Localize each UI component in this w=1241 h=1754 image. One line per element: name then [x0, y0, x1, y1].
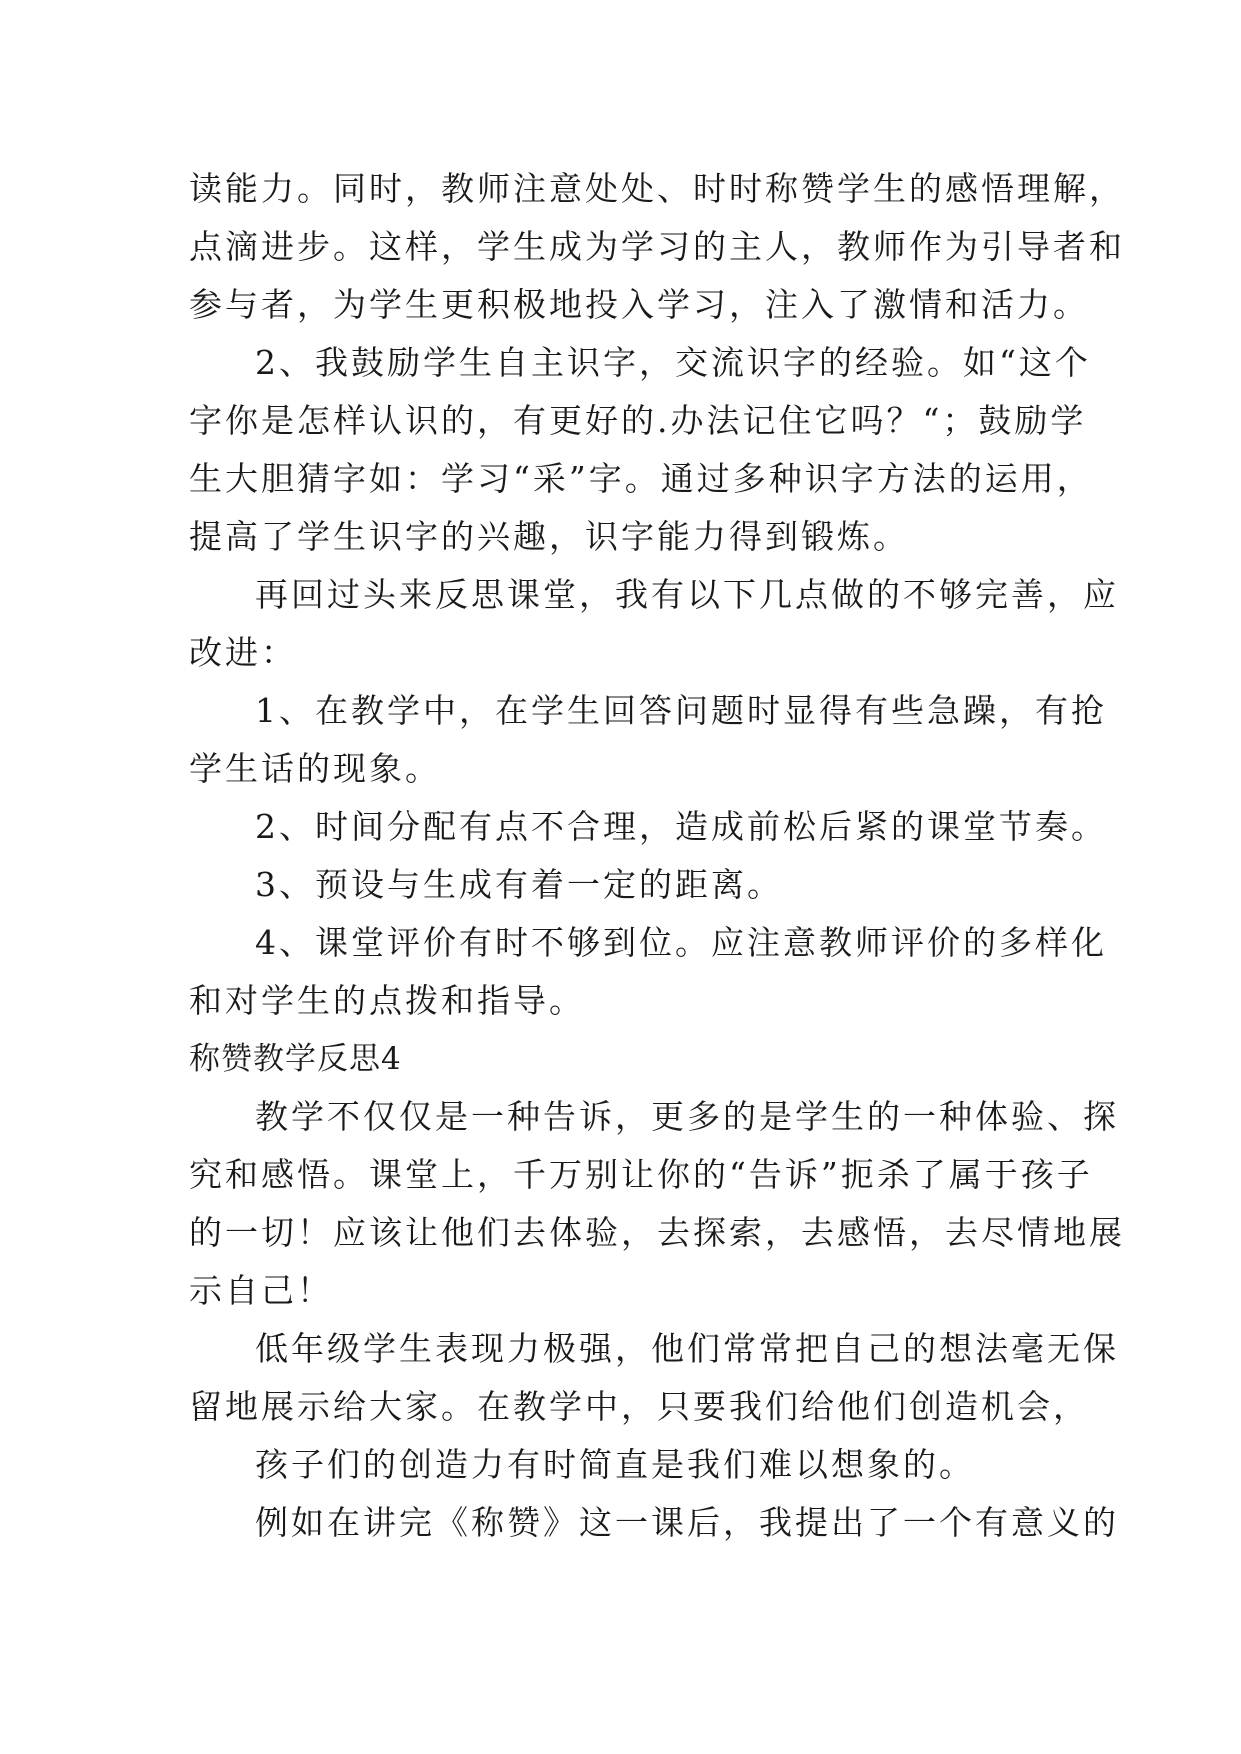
section-heading: 称赞教学反思4 [189, 1041, 402, 1077]
paragraph-start-line: 再回过头来反思课堂，我有以下几点做的不够完善，应 [255, 575, 1119, 614]
list-item-line: 2、时间分配有点不合理，造成前松后紧的课堂节奏。 [255, 807, 1107, 846]
paragraph-start-line: 孩子们的创造力有时简直是我们难以想象的。 [255, 1445, 975, 1484]
text-line: 的一切！应该让他们去体验，去探索，去感悟，去尽情地展 [189, 1213, 1125, 1252]
text-line: 示自己！ [189, 1271, 333, 1310]
text-line: 究和感悟。课堂上，千万别让你的“告诉”扼杀了属于孩子 [189, 1155, 1093, 1194]
list-item-line: 1、在教学中，在学生回答问题时显得有些急躁，有抢 [255, 691, 1107, 730]
text-line: 读能力。同时，教师注意处处、时时称赞学生的感悟理解， [189, 169, 1125, 208]
paragraph-start-line: 例如在讲完《称赞》这一课后，我提出了一个有意义的 [255, 1503, 1119, 1542]
text-line: 和对学生的点拨和指导。 [189, 981, 585, 1020]
text-line: 字你是怎样认识的，有更好的.办法记住它吗？“；鼓励学 [189, 401, 1087, 440]
list-item-line: 4、课堂评价有时不够到位。应注意教师评价的多样化 [255, 923, 1107, 962]
text-line: 生大胆猜字如：学习“采”字。通过多种识字方法的运用， [189, 459, 1093, 498]
text-line: 留地展示给大家。在教学中，只要我们给他们创造机会， [189, 1387, 1089, 1426]
paragraph-start-line: 低年级学生表现力极强，他们常常把自己的想法毫无保 [255, 1329, 1119, 1368]
text-line: 学生话的现象。 [189, 749, 441, 788]
text-line: 点滴进步。这样，学生成为学习的主人，教师作为引导者和 [189, 227, 1125, 266]
text-line: 参与者，为学生更积极地投入学习，注入了激情和活力。 [189, 285, 1089, 324]
list-item-line: 3、预设与生成有着一定的距离。 [255, 865, 783, 904]
text-line: 提高了学生识字的兴趣，识字能力得到锻炼。 [189, 517, 909, 556]
paragraph-start-line: 教学不仅仅是一种告诉，更多的是学生的一种体验、探 [255, 1097, 1119, 1136]
paragraph-start-line: 2、我鼓励学生自主识字，交流识字的经验。如“这个 [255, 343, 1091, 382]
document-body [189, 160, 1125, 1552]
text-line: 改进： [189, 633, 297, 672]
